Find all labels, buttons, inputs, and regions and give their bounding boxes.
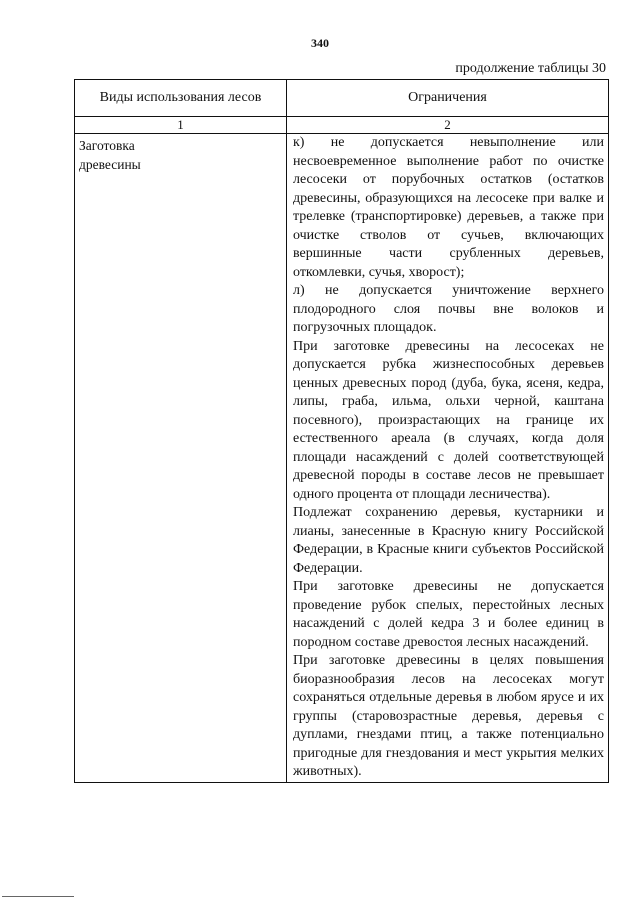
- column-number-row: [75, 117, 609, 134]
- table-continuation-label: продолжение таблицы 30: [455, 61, 606, 76]
- forest-use-cell: [75, 134, 287, 783]
- forest-use-line: древесины: [79, 156, 141, 172]
- table-header-row: [75, 80, 609, 117]
- header-forest-use-types: Виды использования лесов: [75, 80, 287, 117]
- table-row: [75, 134, 609, 783]
- restriction-paragraph: Подлежат сохранению деревья, кустарники и лианы, занесенные в Красную книгу Российской Федерации, в Красные книги субъектов Российской Федерации.: [293, 505, 604, 576]
- restriction-item-l: л) не допускается уничтожение верхнего плодородного слоя почвы вне волоков и погрузочных площадок.: [293, 283, 604, 335]
- restriction-item-k: к) не допускается невыполнение или несвоевременное выполнение работ по очистке лесосеки от порубочных остатков (остатков древесины, образующихся на лесосеке при валке и трелевке (транспортировке) деревьев, а также при очистке стволов от сучьев, включающих вершинные части срубленных деревьев, откомлевки, сучья, хворост);: [293, 135, 604, 280]
- column-number-1: 1: [75, 117, 287, 134]
- footnote-divider: [2, 896, 74, 897]
- restriction-paragraph: При заготовке древесины на лесосеках не допускается рубка жизнеспособных деревьев ценных древесных пород (дуба, бука, ясеня, кедра, липы, граба, ильма, ольхи черной, каштана посевного), произрастающих на границе их естественного ареала (в случаях, когда доля площади насаждений с долей соответствующей древесной породы в составе лесов не превышает одного процента от площади лесничества).: [293, 338, 604, 502]
- restriction-paragraph: При заготовке древесины не допускается проведение рубок спелых, перестойных лесных насаждений с долей кедра 3 и более единиц в породном составе древостоя лесных насаждений.: [293, 579, 604, 650]
- page-number: 340: [311, 36, 329, 50]
- header-restrictions: Ограничения: [287, 80, 609, 117]
- column-number-2: 2: [287, 117, 609, 134]
- restrictions-cell: [287, 134, 609, 783]
- restriction-paragraph: При заготовке древесины в целях повышения биоразнообразия лесов на лесосеках могут сохраняться отдельные деревья в любом ярусе и их группы (старовозрастные деревья, деревья с дуплами, гнездами птиц, а также потенциально пригодные для гнездования и мест укрытия мелких животных).: [293, 653, 604, 779]
- forest-use-line: Заготовка: [79, 138, 135, 153]
- restrictions-table: [74, 79, 609, 783]
